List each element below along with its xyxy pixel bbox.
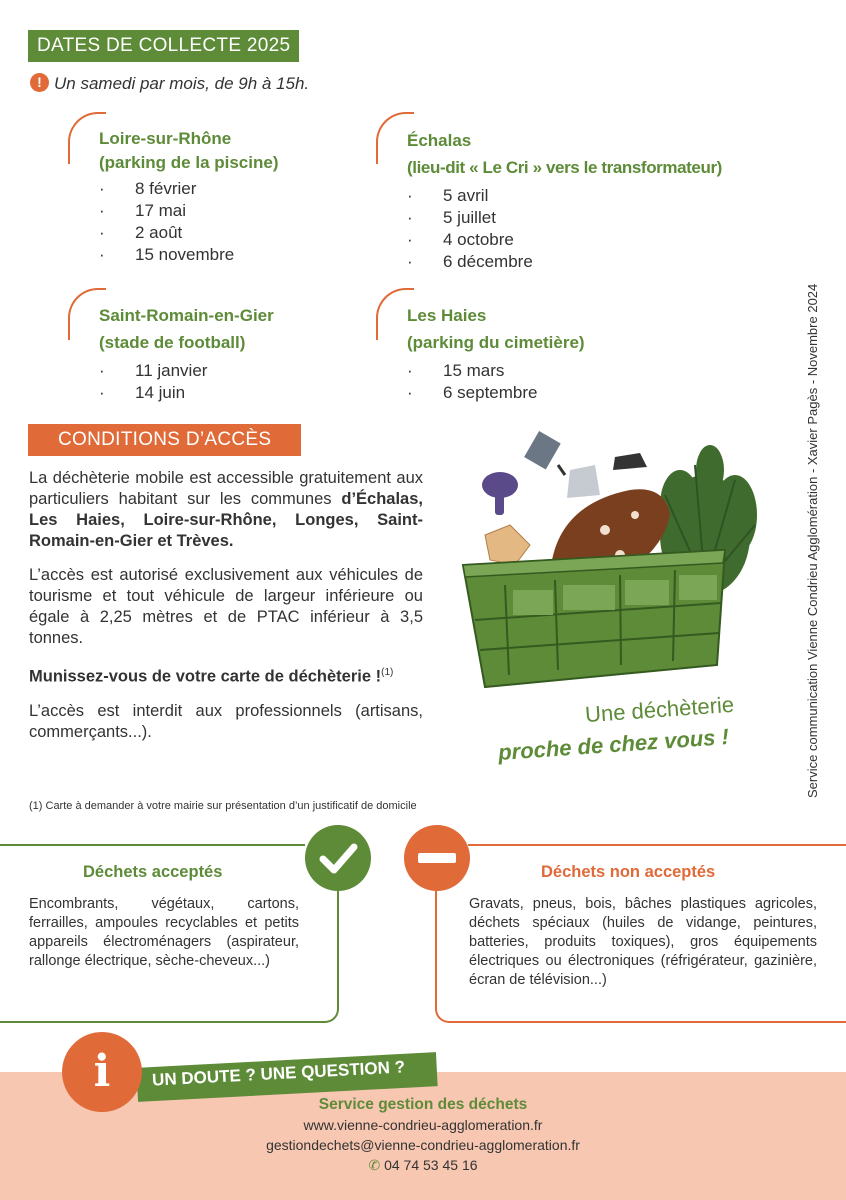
date-item: · 5 juillet (407, 207, 533, 229)
footnote-ref: (1) (381, 667, 394, 678)
location-name: Échalas (407, 131, 472, 150)
date-item: · 8 février (99, 178, 234, 200)
conditions-paragraph: L’accès est autorisé exclusivement aux véhicules de tourisme et tout véhicule de largeur inférieure ou égale à 2,25 mètres et de PTAC inférieur à 3,5 tonnes. (29, 566, 423, 647)
date-item: · 15 mars (407, 360, 538, 382)
question-banner-text: UN DOUTE ? UNE QUESTION ? (151, 1057, 406, 1090)
service-name: Service gestion des déchets (318, 1096, 528, 1113)
conditions-paragraph: L’accès est interdit aux professionnels (artisans, commerçants...). (29, 701, 423, 741)
side-credit: Service communication Vienne Condrieu Agglomération - Xavier Pagès - Novembre 2024 (805, 283, 820, 798)
conditions-title: CONDITIONS D’ACCÈS (28, 424, 301, 456)
location-detail: (lieu-dit « Le Cri » vers le transformateur) (407, 158, 722, 177)
no-entry-icon (404, 825, 470, 891)
date-list (99, 178, 234, 266)
collect-subtitle: Un samedi par mois, de 9h à 15h. (54, 74, 310, 93)
date-item: · 15 novembre (99, 244, 234, 266)
card-reminder (29, 662, 423, 688)
date-list (407, 185, 533, 273)
communes-list: d’Échalas, Les Haies, Loire-sur-Rhône, Longes, Saint-Romain-en-Gier et Trèves. (29, 490, 423, 550)
paragraph-text: La déchèterie mobile est accessible gratuitement aux particuliers habitant sur les communes (29, 469, 423, 508)
footnote: (1) Carte à demander à votre mairie sur présentation d’un justificatif de domicile (29, 800, 417, 812)
phone-number: 04 74 53 45 16 (384, 1157, 478, 1173)
date-item: · 11 janvier (99, 360, 207, 382)
rejected-title: Déchets non acceptés (541, 863, 716, 881)
location-name: Saint-Romain-en-Gier (99, 306, 274, 325)
rejected-text: Gravats, pneus, bois, bâches plastiques agricoles, déchets spéciaux (huiles de vidange, peintures, batteries, produits toxiques), gros équipements électriques ou électroniques (réfrigérateur, gazinière, écran de télévision...) (469, 896, 817, 988)
location-detail: (stade de football) (99, 333, 246, 352)
phone-icon: ✆ (368, 1157, 381, 1173)
conditions-body (29, 468, 423, 743)
card-reminder-text: Munissez-vous de votre carte de déchèterie ! (29, 667, 382, 686)
conditions-paragraph (29, 468, 423, 552)
date-item: · 5 avril (407, 185, 533, 207)
website-link[interactable]: www.vienne-condrieu-agglomeration.fr (303, 1117, 543, 1133)
location-detail: (parking de la piscine) (99, 153, 279, 172)
location-name: Les Haies (407, 306, 487, 325)
phone-line[interactable] (0, 1157, 846, 1174)
date-item: · 17 mai (99, 200, 234, 222)
accepted-title: Déchets acceptés (83, 863, 223, 881)
rejected-top-line (468, 844, 846, 846)
waste-bin-illustration (455, 425, 785, 700)
email-link[interactable]: gestiondechets@vienne-condrieu-agglomeration.fr (266, 1137, 580, 1153)
date-item: · 4 octobre (407, 229, 533, 251)
location-detail: (parking du cimetière) (407, 333, 585, 352)
location-block (407, 127, 722, 181)
date-item: · 14 juin (99, 382, 207, 404)
date-item: · 2 août (99, 222, 234, 244)
check-icon (305, 825, 371, 891)
info-icon: i (62, 1032, 142, 1112)
date-item: · 6 décembre (407, 251, 533, 273)
collect-title: DATES DE COLLECTE 2025 (28, 30, 299, 62)
location-block (99, 302, 274, 356)
location-block (99, 127, 279, 175)
accepted-text: Encombrants, végétaux, cartons, ferrailles, ampoules recyclables et petits appareils électroménagers (aspirateur, rallonge électrique, sèche-cheveux...) (29, 896, 299, 969)
warning-icon: ! (30, 73, 49, 92)
date-list (407, 360, 538, 404)
date-list (99, 360, 207, 404)
slogan-line2: proche de chez vous ! (497, 723, 730, 766)
location-block (407, 302, 585, 356)
date-item: · 6 septembre (407, 382, 538, 404)
slogan-line1: Une déchèterie (584, 691, 735, 728)
location-name: Loire-sur-Rhône (99, 129, 232, 148)
